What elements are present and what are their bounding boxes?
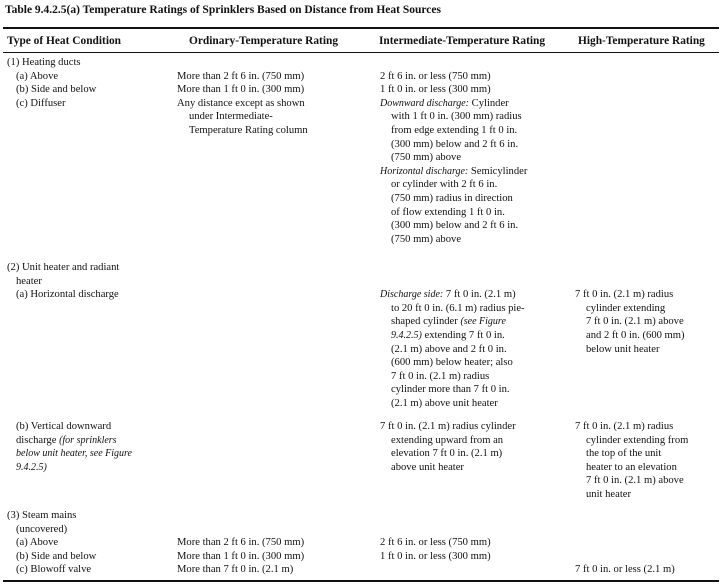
cell-value: from edge extending 1 ft 0 in.: [391, 124, 518, 136]
cell-value: cylinder extending: [586, 302, 666, 314]
cell-italic-label: Downward discharge:: [380, 97, 469, 109]
row-label: (c) Blowoff valve: [16, 564, 92, 576]
intermediate-column-unit-horizontal: [380, 288, 525, 410]
cell-value: More than 7 ft 0 in. (2.1 m): [177, 564, 294, 576]
cell-value: to 20 ft 0 in. (6.1 m) radius pie-: [391, 302, 525, 314]
cell-value: 2 ft 6 in. or less (750 mm): [380, 70, 491, 82]
type-column-heating: [7, 56, 96, 110]
cell-italic-label: Discharge side:: [380, 289, 444, 301]
type-column-unit-vertical: [16, 420, 132, 474]
cell-value: or cylinder with 2 ft 6 in.: [391, 179, 498, 191]
cell-value: More than 1 ft 0 in. (300 mm): [177, 550, 305, 562]
cell-value: the top of the unit: [586, 448, 662, 460]
row-label: (b) Side and below: [16, 84, 97, 96]
cell-text: extending 7 ft 0 in.: [421, 329, 505, 341]
cell-value: [380, 315, 525, 329]
intermediate-column-steam: [380, 536, 491, 563]
high-column-unit-horizontal: [575, 288, 685, 356]
row-label: (c) Diffuser: [16, 97, 66, 109]
cell-text: Semicylinder: [468, 165, 528, 177]
cell-value: extending upward from an: [391, 434, 504, 446]
row-label: (a) Horizontal discharge: [16, 289, 119, 301]
cell-value: (300 mm) below and 2 ft 6 in.: [391, 220, 519, 232]
cell-text: shaped cylinder: [391, 316, 461, 328]
row-label: (a) Above: [16, 537, 59, 549]
cell-value: (2.1 m) above and 2 ft 0 in.: [391, 343, 507, 355]
cell-value: (600 mm) below heater; also: [391, 357, 513, 369]
cell-value: unit heater: [586, 488, 632, 500]
cell-value: More than 2 ft 6 in. (750 mm): [177, 70, 305, 82]
cell-text: 7 ft 0 in. (2.1 m): [443, 289, 516, 301]
cell-value: [380, 329, 525, 343]
cell-value: 7 ft 0 in. (2.1 m) radius: [575, 421, 674, 432]
cell-value: (2.1 m) above unit heater: [391, 397, 498, 409]
row-label: (b) Side and below: [16, 550, 97, 562]
cell-value: above unit heater: [391, 461, 464, 473]
header-rule: [3, 52, 719, 53]
cell-value: 7 ft 0 in. or less (2.1 m): [575, 564, 675, 576]
ordinary-column-heating: [177, 70, 308, 138]
header-high: High-Temperature Rating: [578, 35, 705, 47]
cell-value: of flow extending 1 ft 0 in.: [391, 206, 505, 218]
intermediate-column-heating: [380, 70, 527, 247]
cell-value: Any distance except as shown: [177, 97, 305, 109]
cell-value: 1 ft 0 in. or less (300 mm): [380, 84, 491, 96]
intermediate-column-unit-vertical: [380, 420, 516, 474]
cell-value: 7 ft 0 in. (2.1 m) radius: [575, 289, 674, 301]
section-title: heater: [16, 275, 42, 287]
row-label: (a) Above: [16, 70, 59, 82]
cell-value: and 2 ft 0 in. (600 mm): [586, 329, 685, 341]
cell-italic-text: 9.4.2.5): [391, 329, 422, 341]
cell-value: 2 ft 6 in. or less (750 mm): [380, 537, 491, 549]
header-ordinary: Ordinary-Temperature Rating: [189, 35, 339, 47]
cell-value: cylinder extending from: [586, 434, 689, 446]
header-intermediate: Intermediate-Temperature Rating: [379, 35, 546, 47]
cell-italic-text: (see Figure: [460, 316, 506, 328]
cell-value: More than 2 ft 6 in. (750 mm): [177, 537, 305, 549]
cell-value: under Intermediate-: [189, 111, 273, 123]
section-title: (3) Steam mains: [7, 510, 77, 521]
table-caption: Table 9.4.2.5(a) Temperature Ratings of Sprinklers Based on Distance from Heat Sources: [5, 4, 441, 16]
cell-value: heater to an elevation: [586, 461, 677, 473]
bottom-rule: [3, 580, 719, 582]
cell-value: (300 mm) below and 2 ft 6 in.: [391, 138, 519, 150]
row-label: below unit heater, see Figure: [16, 448, 132, 460]
cell-value: 7 ft 0 in. (2.1 m) above: [586, 475, 684, 487]
cell-italic-text: (for sprinklers: [59, 434, 117, 446]
type-column-unit-heater: [7, 261, 119, 302]
row-label: 9.4.2.5): [16, 461, 47, 473]
cell-value: More than 1 ft 0 in. (300 mm): [177, 84, 305, 96]
cell-value: (750 mm) above: [391, 152, 462, 164]
cell-italic-label: Horizontal discharge:: [380, 165, 469, 177]
row-label: (b) Vertical downward: [16, 421, 112, 432]
cell-value: 7 ft 0 in. (2.1 m) radius: [391, 370, 490, 382]
cell-value: [380, 97, 527, 111]
cell-value: 7 ft 0 in. (2.1 m) radius cylinder: [380, 421, 516, 432]
cell-value: (750 mm) radius in direction: [391, 192, 513, 204]
cell-value: (750 mm) above: [391, 233, 462, 245]
cell-text: Cylinder: [468, 97, 509, 109]
cell-value: [380, 288, 525, 302]
header-type: Type of Heat Condition: [7, 35, 122, 47]
section-title: (1) Heating ducts: [7, 57, 81, 68]
type-column-steam: [7, 509, 96, 577]
cell-value: below unit heater: [586, 343, 660, 355]
section-title: (uncovered): [16, 523, 68, 535]
top-rule: [3, 27, 719, 29]
ordinary-column-steam: [177, 536, 304, 577]
cell-value: 1 ft 0 in. or less (300 mm): [380, 550, 491, 562]
high-column-steam: [575, 563, 675, 577]
cell-text: discharge: [16, 434, 60, 446]
cell-value: elevation 7 ft 0 in. (2.1 m): [391, 448, 503, 460]
cell-value: with 1 ft 0 in. (300 mm) radius: [391, 111, 522, 123]
cell-value: [380, 165, 527, 179]
cell-value: Temperature Rating column: [189, 124, 308, 136]
row-label: [16, 434, 132, 448]
cell-value: cylinder more than 7 ft 0 in.: [391, 384, 510, 396]
section-title: (2) Unit heater and radiant: [7, 262, 120, 273]
cell-value: 7 ft 0 in. (2.1 m) above: [586, 316, 684, 328]
high-column-unit-vertical: [575, 420, 688, 502]
